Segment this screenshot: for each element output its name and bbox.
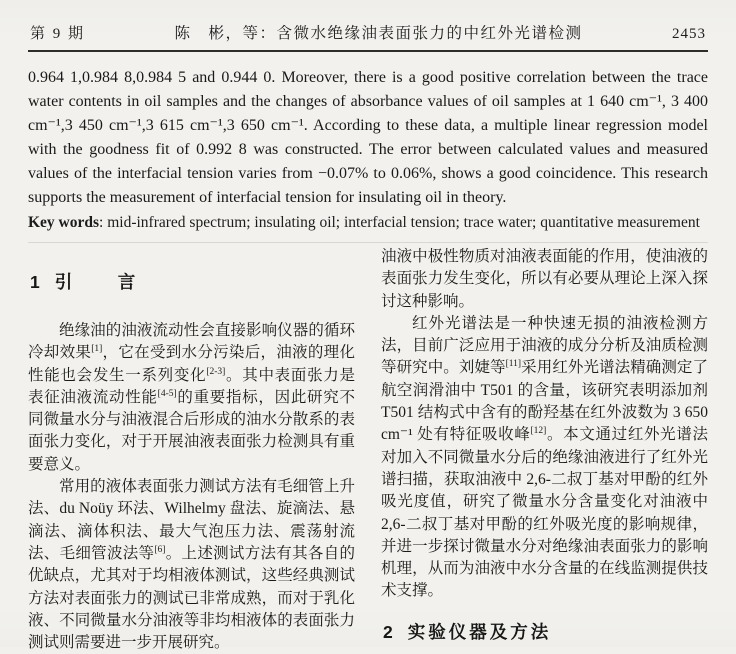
running-title: 陈 彬，等：含微水绝缘油表面张力的中红外光谱检测 bbox=[174, 25, 583, 42]
left-column bbox=[28, 246, 355, 654]
keywords-label: Key words bbox=[28, 214, 100, 231]
section-1-title: 引 言 bbox=[54, 272, 150, 292]
abstract-text: 0.964 1,0.984 8,0.984 5 and 0.944 0. Moreover, there is a good positive correlation between the trace water contents in oil samples and the changes of absorbance values of oil samples at 1 640 cm⁻¹, 3 400 cm⁻¹,3 450 cm⁻¹,3 615 cm⁻¹,3 650 cm⁻¹. According to these data, a multiple linear regression model with the goodness fit of 0.992 8 was constructed. The error between calculated values and measured values of the interfacial tension varies from −0.07% to 0.06%, shows a good coincidence. This research supports the measurement of interfacial tension for insulating oil in theory. bbox=[28, 69, 708, 206]
citation-ref: [4-5] bbox=[157, 388, 177, 399]
paragraph-text: 。本文通过红外光谱法对加入不同微量水分后的绝缘油液进行了红外光谱扫描，获取油液中 2,6-二叔丁基对甲酚的红外吸光度值，研究了微量水分含量变化对油液中 2,6-二叔丁基对甲酚的红外吸光度的影响规律，并进一步探讨微量水分对绝缘油表面张力的影响机理，从而为油液中水分含量的在线监测提供技术支撑。 bbox=[381, 426, 708, 600]
paragraph-text: 常用的液体表面张力测试方法有毛细管上升法、du Noüy 环法、Wilhelmy 盘法、旋滴法、悬滴法、滴体积法、最大气泡压力法、震荡射流法、毛细管波法等 bbox=[28, 478, 355, 562]
paragraph-text: 。上述测试方法有其各自的优缺点，尤其对于均相液体测试，这些经典测试方法对表面张力的测试已非常成熟，而对于乳化液、不同微量水分油液等非均相液体的表面张力测试则需要进一步开展研究。 bbox=[28, 544, 355, 652]
abstract-block bbox=[28, 66, 708, 235]
right-column bbox=[381, 246, 708, 654]
citation-ref: [1] bbox=[91, 344, 103, 355]
citation-ref: [2-3] bbox=[206, 366, 226, 377]
keywords-text: : mid-infrared spectrum; insulating oil; interfacial tension; trace water; quantitative measurement bbox=[99, 214, 700, 231]
continued-paragraph: 油液中极性物质对油液表面能的作用，使油液的表面张力发生变化，所以有必要从理论上深入探讨这种影响。 bbox=[381, 248, 708, 310]
page-header bbox=[28, 0, 708, 52]
issue-label: 第 9 期 bbox=[30, 26, 86, 42]
keywords-line bbox=[28, 211, 708, 235]
paragraph-text: 绝缘油的油液流动性会直接影响仪器的循环冷却效果 bbox=[28, 322, 355, 362]
paragraph-text: 采用红外光谱法精确测定了航空润滑油中 T501 的含量，该研究表明添加剂 T501 结构式中含有的酚羟基在红外波数为 3 650 cm⁻¹ 处有特征吸收峰 bbox=[381, 359, 708, 444]
intro-paragraph-1 bbox=[28, 320, 355, 476]
infrared-paragraph bbox=[381, 313, 708, 603]
citation-ref: [11] bbox=[505, 359, 522, 370]
paragraph-text: 。其中表面张力是表征油液流动性能 bbox=[28, 366, 355, 406]
paragraph-text: 红外光谱法是一种快速无损的油液检测方法，目前广泛应用于油液的成分分析及油质检测等研究中。刘婕等 bbox=[381, 314, 708, 377]
section-2-number: 2 bbox=[383, 621, 393, 642]
paragraph-text: 的重要指标，因此研究不同微量水分与油液混合后形成的油水分散系的表面张力变化，对于开展油液表面张力检测具有重要意义。 bbox=[28, 388, 355, 473]
paragraph-text: ，它在受到水分污染后，油液的理化性能也会发生一系列变化 bbox=[28, 344, 355, 384]
citation-ref: [6] bbox=[154, 544, 166, 555]
two-column-body bbox=[28, 246, 708, 654]
page-number: 2453 bbox=[672, 26, 706, 42]
citation-ref: [12] bbox=[530, 426, 547, 437]
section-1-heading bbox=[30, 270, 355, 294]
intro-paragraph-2 bbox=[28, 476, 355, 654]
abstract-divider bbox=[28, 242, 708, 243]
section-2-heading bbox=[383, 620, 708, 644]
section-2-title: 实验仪器及方法 bbox=[407, 621, 552, 642]
section-1-number: 1 bbox=[30, 272, 40, 292]
